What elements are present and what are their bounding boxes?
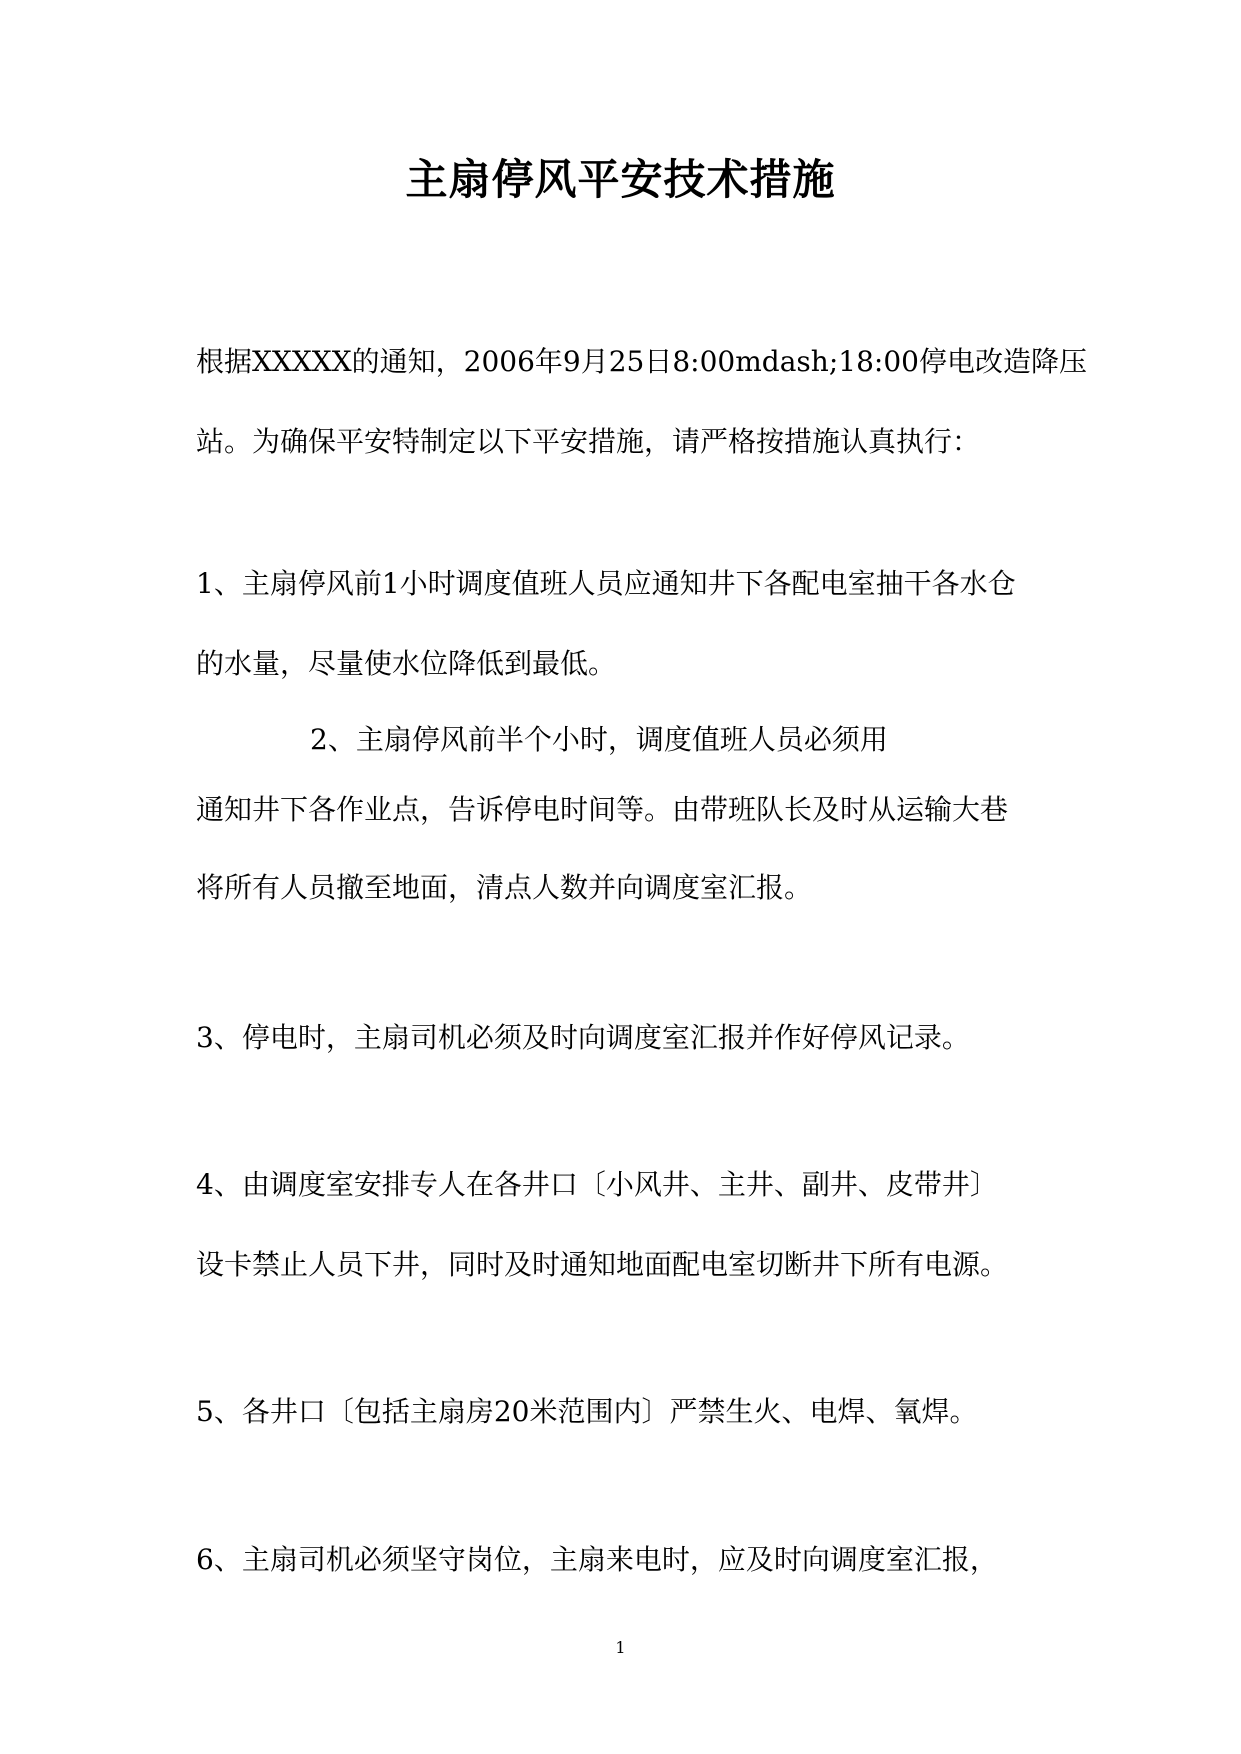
page-number: 1 <box>615 1638 626 1657</box>
intro-line-2: 站。为确保平安特制定以下平安措施，请严格按措施认真执行： <box>196 425 981 458</box>
intro-line-1: 根据XXXXX的通知，2006年9月25日8:00mdash;18:00停电改造降压 <box>196 345 1087 378</box>
item-4-line-2: 设卡禁止人员下井，同时及时通知地面配电室切断井下所有电源。 <box>196 1248 1009 1281</box>
item-2-line-1: 2、主扇停风前半个小时，调度值班人员必须用 <box>310 723 888 756</box>
item-2-line-3: 将所有人员撤至地面，清点人数并向调度室汇报。 <box>196 871 813 904</box>
item-6-line-1: 6、主扇司机必须坚守岗位，主扇来电时，应及时向调度室汇报， <box>196 1543 998 1576</box>
item-2-line-2: 通知井下各作业点，告诉停电时间等。由带班队长及时从运输大巷 <box>196 793 1009 826</box>
item-1-line-2: 的水量，尽量使水位降低到最低。 <box>196 647 617 680</box>
document-title: 主扇停风平安技术措施 <box>405 155 836 204</box>
item-4-line-1: 4、由调度室安排专人在各井口〔小风井、主井、副井、皮带井〕 <box>196 1168 998 1201</box>
item-1-line-1: 1、主扇停风前1小时调度值班人员应通知井下各配电室抽干各水仓 <box>196 567 1016 600</box>
item-5-line-1: 5、各井口〔包括主扇房20米范围内〕严禁生火、电焊、氧焊。 <box>196 1395 978 1428</box>
item-3-line-1: 3、停电时，主扇司机必须及时向调度室汇报并作好停风记录。 <box>196 1021 970 1054</box>
